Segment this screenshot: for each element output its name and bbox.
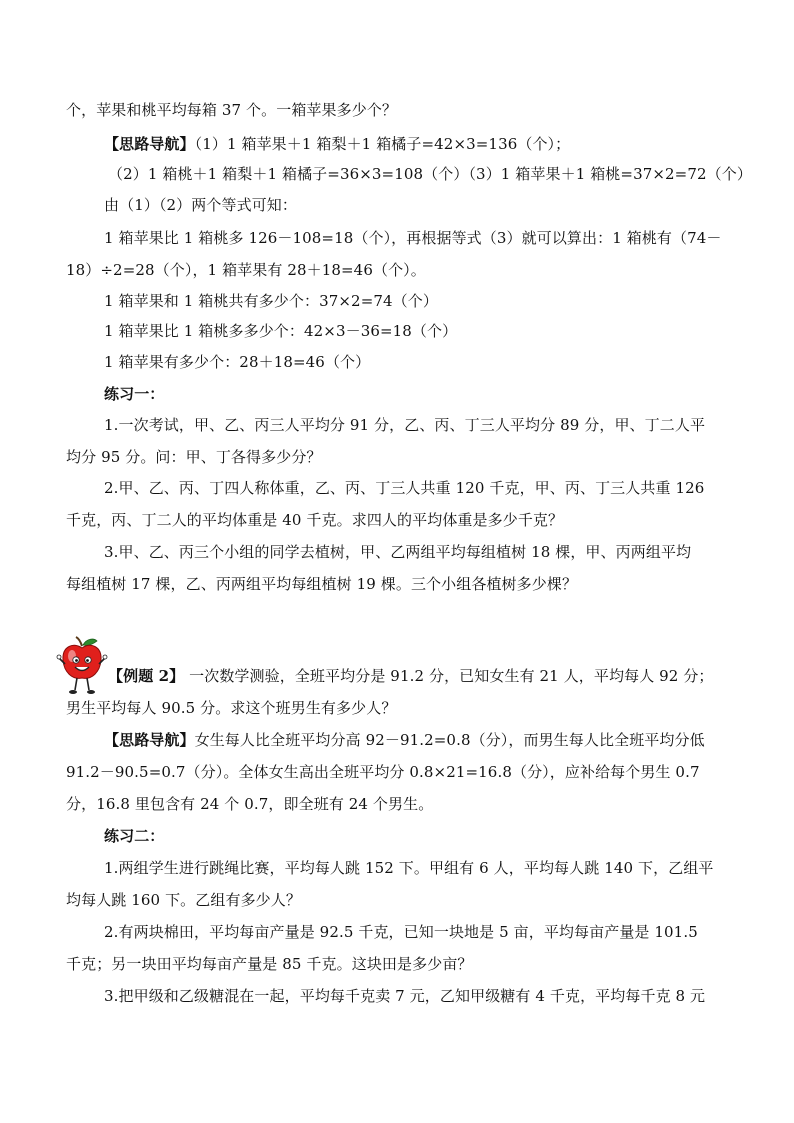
text-line: 个，苹果和桃平均每箱 37 个。一箱苹果多少个？ <box>66 101 398 119</box>
example-text: 一次数学测验，全班平均分是 91.2 分，已知女生有 21 人，平均每人 92 分； <box>184 667 714 685</box>
guide-label: 【思路导航】 <box>104 731 195 749</box>
text-line: 男生平均每人 90.5 分。求这个班男生有多少人？ <box>66 699 397 717</box>
question-line: 2.有两块棉田，平均每亩产量是 92.5 千克，已知一块地是 5 亩，平均每亩产量是 101.5 <box>104 923 698 941</box>
practice-title: 练习一： <box>104 385 165 403</box>
question-line: 1.两组学生进行跳绳比赛，平均每人跳 152 下。甲组有 6 人，平均每人跳 140 下，乙组平 <box>104 859 714 877</box>
question-line: 3.把甲级和乙级糖混在一起，平均每千克卖 7 元，乙知甲级糖有 4 千克，平均每千克 8 元 <box>104 987 706 1005</box>
text-line: 91.2－90.5=0.7（分）。全体女生高出全班平均分 0.8×21=16.8（分），应补给每个男生 0.7 <box>66 763 700 781</box>
guide-line <box>104 730 794 750</box>
text-line: 1 箱苹果比 1 箱桃多多少个：42×3－36=18（个） <box>104 322 458 340</box>
question-line: 3.甲、乙、丙三个小组的同学去植树，甲、乙两组平均每组植树 18 棵，甲、丙两组平均 <box>104 543 692 561</box>
apple-mascot-icon <box>56 636 108 696</box>
question-line: 每组植树 17 棵，乙、丙两组平均每组植树 19 棵。三个小组各植树多少棵？ <box>66 575 578 593</box>
guide-label: 【思路导航】 <box>104 135 195 153</box>
question-line: 均每人跳 160 下。乙组有多少人？ <box>66 891 301 909</box>
guide-text: （1）1 箱苹果＋1 箱梨＋1 箱橘子=42×3=136（个）； <box>194 135 571 153</box>
text-line: 1 箱苹果有多少个：28＋18=46（个） <box>104 353 371 371</box>
text-line: 18）÷2=28（个），1 箱苹果有 28＋18=46（个）。 <box>66 261 426 279</box>
text-line: （2）1 箱桃＋1 箱梨＋1 箱橘子=36×3=108（个）（3）1 箱苹果＋1 箱桃=37×2=72（个） <box>108 165 752 183</box>
example-line <box>108 666 794 686</box>
text-line: 分，16.8 里包含有 24 个 0.7，即全班有 24 个男生。 <box>66 795 434 813</box>
text-line: 1 箱苹果比 1 箱桃多 126－108=18（个），再根据等式（3）就可以算出：1 箱桃有（74－ <box>104 229 722 247</box>
practice-title: 练习二： <box>104 827 165 845</box>
question-line: 千克；另一块田平均每亩产量是 85 千克。这块田是多少亩？ <box>66 955 473 973</box>
guide-line <box>104 134 794 154</box>
question-line: 均分 95 分。问：甲、丁各得多少分？ <box>66 448 322 466</box>
example-label: 【例题 2】 <box>108 667 185 685</box>
question-line: 1.一次考试，甲、乙、丙三人平均分 91 分，乙、丙、丁三人平均分 89 分，甲、丁二人平 <box>104 416 706 434</box>
question-line: 2.甲、乙、丙、丁四人称体重，乙、丙、丁三人共重 120 千克，甲、丙、丁三人共重 126 <box>104 479 705 497</box>
question-line: 千克，丙、丁二人的平均体重是 40 千克。求四人的平均体重是多少千克？ <box>66 511 564 529</box>
text-line: 由（1）（2）两个等式可知： <box>104 196 297 214</box>
text-line: 1 箱苹果和 1 箱桃共有多少个：37×2=74（个） <box>104 292 438 310</box>
guide-text: 女生每人比全班平均分高 92－91.2=0.8（分），而男生每人比全班平均分低 <box>194 731 705 749</box>
